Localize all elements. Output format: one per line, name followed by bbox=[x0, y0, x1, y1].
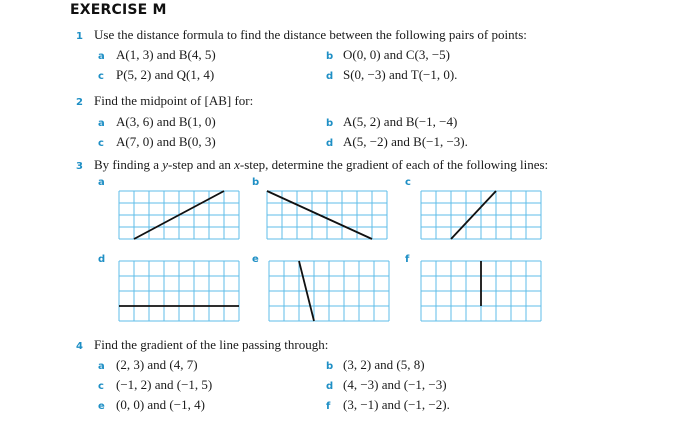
q2-item-b-label: b bbox=[326, 118, 334, 129]
question-4-text: Find the gradient of the line passing through: bbox=[94, 337, 329, 352]
q4-item-d-text: (4, −3) and (−1, −3) bbox=[343, 377, 447, 392]
q1-item-a-text: A(1, 3) and B(4, 5) bbox=[116, 47, 216, 62]
question-4-number: 4 bbox=[76, 341, 83, 352]
q1-item-d-label: d bbox=[326, 71, 334, 82]
grid-c-label: c bbox=[405, 177, 411, 188]
q2-item-d-text: A(5, −2) and B(−1, −3). bbox=[343, 134, 468, 149]
q3-x-variable: x bbox=[234, 157, 240, 172]
grid-d-label: d bbox=[98, 254, 106, 265]
grid-d bbox=[118, 260, 240, 322]
q4-item-b-text: (3, 2) and (5, 8) bbox=[343, 357, 425, 372]
grid-e bbox=[268, 260, 390, 322]
q4-item-c-label: c bbox=[98, 381, 104, 392]
question-1-text: Use the distance formula to find the distance between the following pairs of points: bbox=[94, 27, 527, 42]
q3-text-part1: By finding a bbox=[94, 157, 163, 172]
q1-item-c-label: c bbox=[98, 71, 104, 82]
q1-item-d-text: S(0, −3) and T(−1, 0). bbox=[343, 67, 458, 82]
q2-item-b-text: A(5, 2) and B(−1, −4) bbox=[343, 114, 458, 129]
q2-item-c-text: A(7, 0) and B(0, 3) bbox=[116, 134, 216, 149]
question-3-number: 3 bbox=[76, 161, 83, 172]
grid-f-label: f bbox=[405, 254, 410, 265]
q2-item-a-label: a bbox=[98, 118, 105, 129]
q1-item-c-text: P(5, 2) and Q(1, 4) bbox=[116, 67, 215, 82]
q4-item-a-text: (2, 3) and (4, 7) bbox=[116, 357, 198, 372]
grid-a bbox=[118, 190, 240, 240]
q4-item-b-label: b bbox=[326, 361, 334, 372]
q4-item-a-label: a bbox=[98, 361, 105, 372]
grid-b-label: b bbox=[252, 177, 260, 188]
q4-item-f-text: (3, −1) and (−1, −2). bbox=[343, 397, 450, 412]
question-2-number: 2 bbox=[76, 97, 83, 108]
exercise-title: EXERCISE M bbox=[70, 2, 167, 18]
q2-item-a-text: A(3, 6) and B(1, 0) bbox=[116, 114, 216, 129]
grid-a-label: a bbox=[98, 177, 105, 188]
grid-f bbox=[420, 260, 542, 322]
q4-item-f-label: f bbox=[326, 401, 331, 412]
q1-item-b-label: b bbox=[326, 51, 334, 62]
q4-item-e-label: e bbox=[98, 401, 105, 412]
q3-text-part2: -step and an bbox=[168, 157, 235, 172]
q3-y-variable: y bbox=[162, 157, 169, 172]
question-3-text bbox=[94, 157, 548, 173]
q1-item-b-text: O(0, 0) and C(3, −5) bbox=[343, 47, 450, 62]
q3-text-part3: -step, determine the gradient of each of the following lines: bbox=[239, 157, 549, 172]
q1-item-a-label: a bbox=[98, 51, 105, 62]
q4-item-c-text: (−1, 2) and (−1, 5) bbox=[116, 377, 213, 392]
grid-c bbox=[420, 190, 542, 240]
q2-item-d-label: d bbox=[326, 138, 334, 149]
grid-b bbox=[266, 190, 388, 240]
q4-item-d-label: d bbox=[326, 381, 334, 392]
q2-item-c-label: c bbox=[98, 138, 104, 149]
question-1-number: 1 bbox=[76, 31, 83, 42]
grid-e-label: e bbox=[252, 254, 259, 265]
question-2-text: Find the midpoint of [AB] for: bbox=[94, 93, 254, 108]
q4-item-e-text: (0, 0) and (−1, 4) bbox=[116, 397, 205, 412]
